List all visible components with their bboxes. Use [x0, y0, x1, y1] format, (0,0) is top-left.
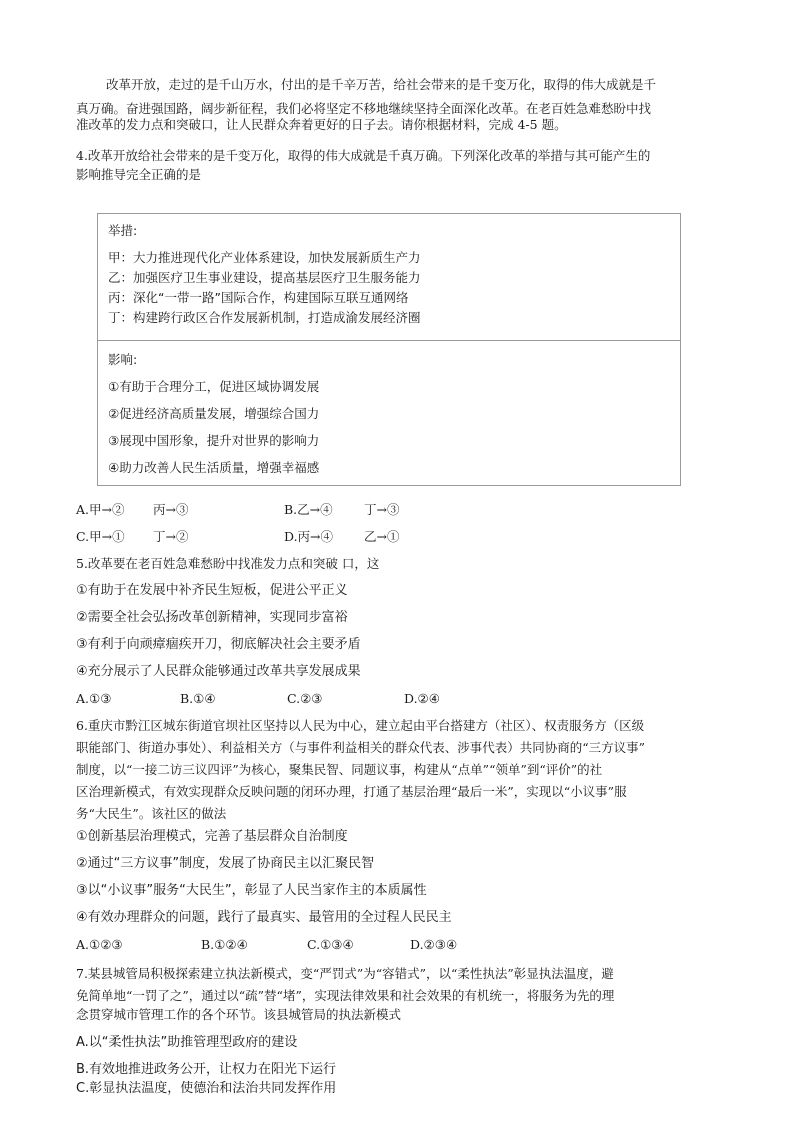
q6-stem-line-2: 职能部门、街道办事处）、利益相关方（与事件利益相关的群众代表、涉事代表）共同协商的“三方议事”: [76, 740, 646, 755]
q5-item-3: ③有利于向顽瘴痼疾开刀，彻底解决社会主要矛盾: [76, 637, 361, 652]
q6-item-2: ②通过“三方议事”制度，发展了协商民主以汇聚民智: [76, 856, 375, 871]
measure-yi: 乙：加强医疗卫生事业建设，提高基层医疗卫生服务能力: [108, 270, 421, 285]
q5-item-1: ①有助于在发展中补齐民生短板，促进公平正义: [76, 583, 348, 598]
q6-option-c[interactable]: C.①③④: [307, 937, 354, 952]
intro-line-1: 改革开放，走过的是千山万水，付出的是千辛万苦，给社会带来的是千变万化，取得的伟大成就是千: [106, 77, 657, 92]
q6-stem-line-3: 制度，以“一接二访三议四评”为核心，聚集民智、同题议事，构建从“点单”“领单”到“评价”的社: [76, 762, 603, 777]
q5-option-d[interactable]: D.②④: [404, 691, 440, 706]
q6-option-a[interactable]: A.①②③: [76, 937, 123, 952]
q7-option-c[interactable]: C.彰显执法温度，使德治和法治共同发挥作用: [76, 1081, 337, 1096]
q5-option-b[interactable]: B.①④: [180, 691, 216, 706]
q4-option-c-part1[interactable]: C.甲→①: [76, 529, 125, 544]
impact-3: ③展现中国形象，提升对世界的影响力: [108, 433, 320, 448]
measures-title: 举措:: [108, 223, 138, 238]
q6-option-b[interactable]: B.①②④: [201, 937, 248, 952]
q4-option-c-part2[interactable]: 丁→②: [153, 529, 189, 544]
q4-option-a-part1[interactable]: A.甲→②: [76, 502, 125, 517]
q6-item-1: ①创新基层治理模式，完善了基层群众自治制度: [76, 829, 348, 844]
measure-jia: 甲：大力推进现代化产业体系建设，加快发展新质生产力: [108, 250, 421, 265]
q4-measure-impact-box: [97, 213, 681, 486]
q6-stem-line-1: 6.重庆市黔江区城东街道官坝社区坚持以人民为中心，建立起由平台搭建方（社区）、权责服务方（区级: [76, 718, 645, 733]
q5-item-4: ④充分展示了人民群众能够通过改革共享发展成果: [76, 664, 361, 679]
measure-bing: 丙：深化“一带一路”国际合作，构建国际互联互通网络: [108, 290, 409, 305]
measure-ding: 丁：构建跨行政区合作发展新机制，打造成渝发展经济圈: [108, 310, 421, 325]
q6-stem-line-4: 区治理新模式，有效实现群众反映问题的闭环办理，打通了基层治理“最后一米”，实现以“小议事”服: [76, 784, 627, 799]
q6-item-3: ③以“小议事”服务“大民生”，彰显了人民当家作主的本质属性: [76, 883, 427, 898]
q5-item-2: ②需要全社会弘扬改革创新精神，实现同步富裕: [76, 610, 348, 625]
box-divider: [98, 340, 680, 341]
q4-option-d-part2[interactable]: 乙→①: [364, 529, 400, 544]
q5-option-a[interactable]: A.①③: [76, 691, 112, 706]
q4-option-b-part2[interactable]: 丁→③: [364, 502, 400, 517]
q7-option-b[interactable]: B.有效地推进政务公开，让权力在阳光下运行: [76, 1062, 337, 1077]
intro-line-3: 准改革的发力点和突破口，让人民群众奔着更好的日子去。请你根据材料，完成 4-5 题。: [76, 117, 567, 132]
impact-2: ②促进经济高质量发展，增强综合国力: [108, 406, 320, 421]
q7-option-a[interactable]: A.以“柔性执法”助推管理型政府的建设: [76, 1035, 298, 1050]
impacts-title: 影响:: [108, 352, 138, 367]
impact-4: ④助力改善人民生活质量，增强幸福感: [108, 460, 320, 475]
intro-line-2: 真万确。奋进强国路，阔步新征程，我们必将坚定不移地继续坚持全面深化改革。在老百姓急难愁盼中找: [76, 101, 652, 116]
q4-stem-line-2: 影响推导完全正确的是: [76, 167, 202, 182]
q4-option-b-part1[interactable]: B.乙→④: [284, 502, 333, 517]
q4-option-d-part1[interactable]: D.丙→④: [284, 529, 334, 544]
impact-1: ①有助于合理分工，促进区域协调发展: [108, 379, 320, 394]
q7-stem-line-2: 免简单地“一罚了之”，通过以“疏”替“堵”，实现法律效果和社会效果的有机统一，将服务为先的理: [76, 988, 615, 1003]
q6-stem-line-5: 务“大民生”。该社区的做法: [76, 806, 227, 821]
q5-stem: 5.改革要在老百姓急难愁盼中找准发力点和突破 口，这: [76, 556, 380, 571]
q4-option-a-part2[interactable]: 丙→③: [153, 502, 189, 517]
q7-stem-line-1: 7.某县城管局积极探索建立执法新模式，变“严罚式”为“容错式”，以“柔性执法”彰显执法温度，避: [76, 966, 614, 981]
q6-item-4: ④有效办理群众的问题，践行了最真实、最管用的全过程人民民主: [76, 910, 452, 925]
q7-stem-line-3: 念贯穿城市管理工作的各个环节。该县城管局的执法新模式: [76, 1007, 402, 1022]
q5-option-c[interactable]: C.②③: [287, 691, 323, 706]
q6-option-d[interactable]: D.②③④: [410, 937, 458, 952]
q4-stem-line-1: 4.改革开放给社会带来的是千变万化，取得的伟大成就是千真万确。下列深化改革的举措与其可能产生的: [76, 148, 651, 163]
